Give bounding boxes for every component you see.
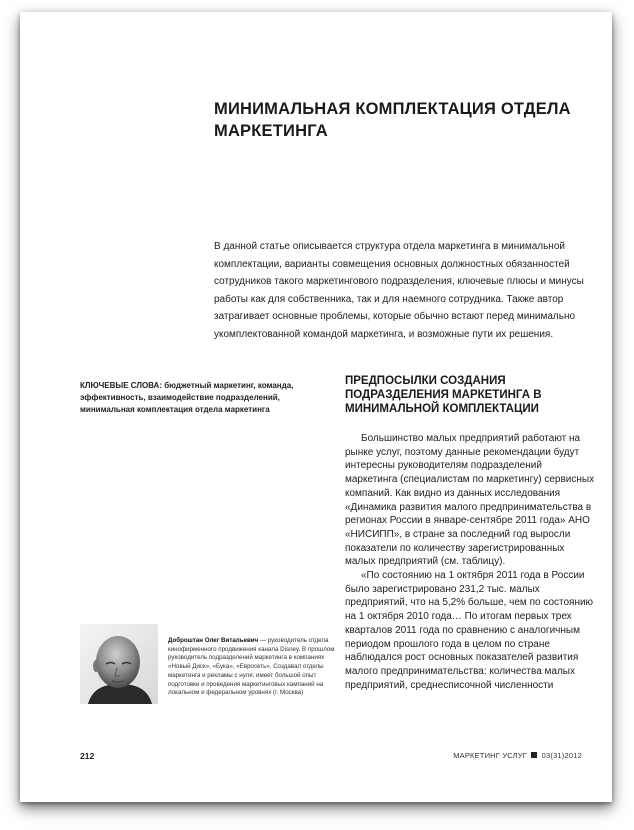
- keywords-text: бюджетный маркетинг, команда, эффективность, взаимодействие подразделений, минимальная комплектация отдела маркетинга: [80, 381, 294, 414]
- body-paragraph: «По состоянию на 1 октября 2011 года в России было зарегистрировано 231,2 тыс. малых предприятий, что на 5,2% больше, чем по состоянию на 1 октября 2010 года… По итогам первых трех кварталов 2011 года по сравнению с аналогичным периодом прошлого года в целом по стране наблюдался рост основных показателей развития малого предпринимательства: количества малых предприятий, среднесписочной численности: [345, 570, 594, 691]
- author-photo: [80, 624, 158, 704]
- magazine-name: МАРКЕТИНГ УСЛУГ: [453, 751, 528, 760]
- page-number: 212: [80, 751, 95, 761]
- author-bio: [168, 637, 338, 698]
- article-title: МИНИМАЛЬНАЯ КОМПЛЕКТАЦИЯ ОТДЕЛА МАРКЕТИНГА: [214, 100, 571, 140]
- section-heading: ПРЕДПОСЫЛКИ СОЗДАНИЯ ПОДРАЗДЕЛЕНИЯ МАРКЕТИНГА В МИНИМАЛЬНОЙ КОМПЛЕКТАЦИИ: [345, 375, 542, 415]
- issue-number: 03(31)2012: [541, 751, 582, 760]
- running-footer: [453, 751, 582, 760]
- author-name: Доброштан Олег Витальевич: [168, 637, 259, 644]
- article-abstract: В данной статье описывается структура отдела маркетинга в минимальной комплектации, варианты совмещения основных должностных обязанностей сотрудников такого маркетингового подразделения, ключевые плюсы и минусы работы как для собственника, так и для наемного сотрудника. Также автор затрагивает основные проблемы, которые обычно встают перед минимально укомплектованной командой маркетинга, и возможные пути их решения.: [214, 241, 584, 340]
- author-portrait-icon: [80, 624, 158, 704]
- magazine-page: [20, 12, 612, 802]
- author-description: — руководитель отдела кинофирменного продвижения канала Disney. В прошлом руководитель подразделений маркетинга в компаниях «Новый Диск», «Бука», «Евросеть». Создавал отделы маркетинга и рекламы с нуля, имеет большой опыт подготовки и проведения маркетинговых кампаний на локальном и федеральном уровнях (г. Москва): [168, 637, 335, 697]
- keywords-block: [80, 380, 330, 416]
- keywords-label: КЛЮЧЕВЫЕ СЛОВА:: [80, 381, 162, 390]
- article-body: [345, 432, 595, 692]
- square-separator-icon: [531, 752, 537, 758]
- body-paragraph: Большинство малых предприятий работают на рынке услуг, поэтому данные рекомендации будут интересны руководителям подразделений маркетинга (специалистам по маркетингу) сервисных компаний. Как видно из данных исследования «Динамика развития малого предпринимательства в регионах России в январе-сентябре 2011 года» АНО «НИСИПП», в стране за последний год выросли показатели по количеству зарегистрированных малых предприятий (см. таблицу).: [345, 433, 595, 568]
